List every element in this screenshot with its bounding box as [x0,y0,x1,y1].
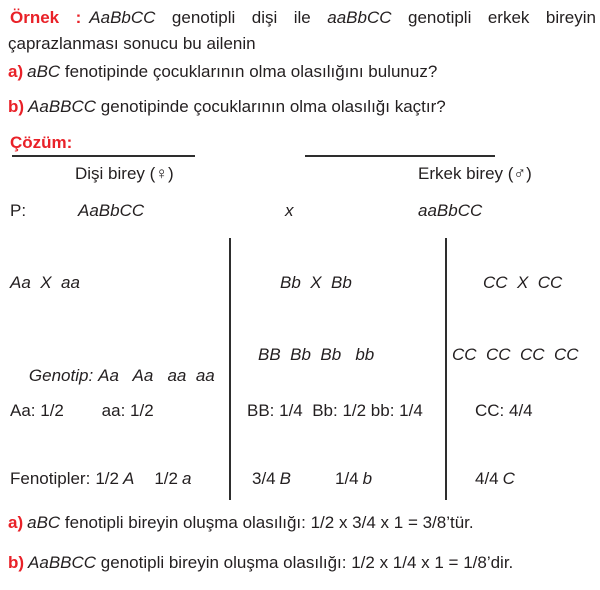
gene-a-pheno1-letter: A [122,469,135,488]
gene-c-pheno1-letter: C [502,469,515,488]
fenotipler-label: Fenotipler: [10,469,91,488]
gene-b-genotypes: BB Bb Bb bb [258,345,375,364]
gene-c-genotypes: CC CC CC CC [452,345,579,364]
question-b-label: b) [8,97,25,116]
gene-b-ratios: BB: 1/4 Bb: 1/2 bb: 1/4 [247,401,423,420]
answer-a-label: a) [8,513,24,532]
genotip-label: Genotip: [28,366,94,386]
answer-b-label: b) [8,553,25,572]
problem-text-1: genotipli dişi ile [155,8,328,27]
gene-a-pheno2-letter: a [181,469,192,488]
gene-c-phenotypes [475,468,515,489]
gene-b-pheno1-letter: B [279,469,291,488]
gene-a-cross: Aa X aa [10,273,80,292]
gene-c-cross: CC X CC [483,273,563,292]
gene-a-pheno2-frac: 1/2 [154,469,178,488]
p-female-genotype: AaBbCC [78,201,145,220]
p-male-genotype: aaBbCC [418,201,483,220]
question-a-label: a) [8,62,24,81]
column-divider-left [229,238,231,500]
answer-a [8,512,474,533]
female-parent-header: Dişi birey (♀) [75,164,174,183]
question-b-text: genotipinde çocuklarının olma olasılığı kaçtır? [96,97,446,116]
gene-a-genotype-values: Aa Aa aa aa [98,366,215,386]
male-genotype-inline: aaBbCC [327,8,392,27]
gene-b-pheno2-frac: 1/4 [334,469,359,488]
gene-b-phenotypes [252,468,372,489]
problem-line1 [10,7,596,28]
question-b-genotype: AaBBCC [28,97,97,116]
gene-a-pheno1-frac: 1/2 [95,469,119,488]
male-parent-header: Erkek birey (♂) [418,164,532,183]
gene-c-pheno1-frac: 4/4 [475,469,499,488]
question-a-text: fenotipinde çocuklarının olma olasılığını bulunuz? [60,62,438,81]
gene-a-ratios: Aa: 1/2 aa: 1/2 [10,401,154,420]
column-divider-right [445,238,447,500]
female-header-rule [12,155,195,157]
gene-a-genotypes [10,344,215,408]
male-header-rule [305,155,495,157]
gene-a-phenotypes [10,468,191,489]
cross-x-symbol: x [285,201,294,220]
p-generation-label: P: [10,201,27,220]
answer-a-text: fenotipli bireyin oluşma olasılığı: 1/2 x 3/4 x 1 = 3/8’tür. [60,513,474,532]
gene-b-pheno1-frac: 3/4 [252,469,276,488]
gene-c-ratios: CC: 4/4 [475,401,533,420]
cozum-label: Çözüm: [10,133,73,152]
ornek-label: Örnek : [10,8,82,27]
answer-a-genotype: aBC [27,513,61,532]
question-a [8,61,437,82]
gene-b-cross: Bb X Bb [280,273,352,292]
answer-b-genotype: AaBBCC [28,553,97,572]
female-genotype-inline: AaBbCC [89,8,156,27]
problem-line2: çaprazlanması sonucu bu ailenin [8,34,256,53]
question-b [8,96,446,117]
problem-text-2: genotipli erkek bireyin [391,8,596,27]
answer-b-text: genotipli bireyin oluşma olasılığı: 1/2 x 1/4 x 1 = 1/8’dir. [96,553,514,572]
question-a-genotype: aBC [27,62,61,81]
gene-b-pheno2-letter: b [362,469,373,488]
answer-b [8,552,513,573]
